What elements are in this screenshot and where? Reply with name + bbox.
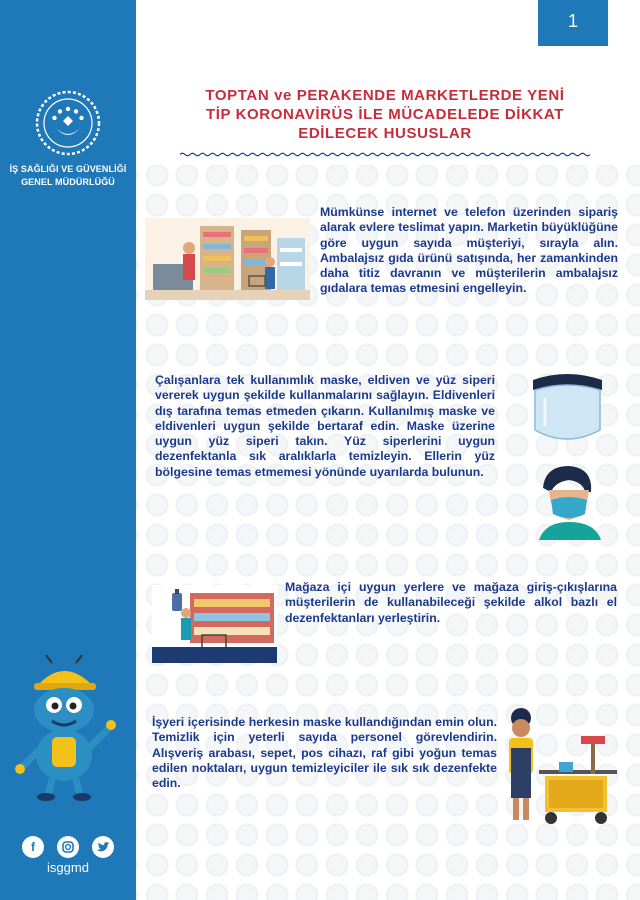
title-line1: TOPTAN ve PERAKENDE MARKETLERDE YENİ bbox=[205, 87, 565, 104]
title-line2: TİP KORONAVİRÜS İLE MÜCADELEDE DİKKAT bbox=[205, 106, 565, 123]
title-underline-divider bbox=[180, 152, 590, 157]
social-handle: isggmd bbox=[47, 860, 89, 875]
store-sanitizer-illustration bbox=[152, 585, 277, 663]
twitter-icon[interactable] bbox=[92, 836, 114, 858]
paragraph-ppe: Çalışanlara tek kullanımlık maske, eldiven ve yüz siperi vererek uygun şekilde kullanmalarını sağlayın. Eldivenleri dış tarafına temas etmeden çıkarın. Kullanılmış maske ve eldivenleri uygun şekilde bertaraf edin. Maske üzerine uygun yüz siperi takın. Yüz siperlerini uygun dezenfektanla sık aralıklarla temizleyin. Ellerin yüz bölgesine temas etmemesi yönünde uyarılarda bulunun. bbox=[155, 373, 495, 479]
paragraph-delivery: Mümkünse internet ve telefon üzerinden sipariş alarak evlere teslimat yapın. Marketin büyüklüğüne göre uygun sayıda müşteriyi, sırayla alın. Ambalajsız gıda ürünü satışında, her zamankinden daha titiz davranın ve müşterilerin ambalajsız gıdalara temas etmesini engelleyin. bbox=[320, 205, 618, 296]
cleaner-with-cart-illustration bbox=[495, 700, 630, 838]
paragraph-sanitizer: Mağaza içi uygun yerlere ve mağaza giriş-çıkışlarına müşterilerin de kullanabileceği şekilde alkol bazlı el dezenfektanları yerleştirin. bbox=[285, 580, 617, 625]
face-shield-icon bbox=[525, 368, 610, 446]
org-emblem-icon bbox=[33, 88, 103, 158]
supermarket-illustration bbox=[145, 218, 310, 300]
page-number: 1 bbox=[538, 0, 608, 46]
org-logo-block bbox=[0, 88, 136, 188]
page-title bbox=[150, 86, 620, 143]
title-line3: EDİLECEK HUSUSLAR bbox=[298, 125, 472, 142]
paragraph-cleaning: İşyeri içerisinde herkesin maske kullandığından emin olun. Temizlik için yeterli sayıda personel görevlendirin. Alışveriş arabası, sepet, pos cihazı, raf gibi yoğun temas edilen noktaları, uygun temizleyiciler ile sık sık dezenfekte edin. bbox=[152, 715, 497, 791]
mascot-illustration bbox=[12, 655, 116, 803]
masked-person-icon bbox=[525, 458, 610, 540]
social-icons bbox=[22, 836, 114, 858]
org-name-line2: GENEL MÜDÜRLÜĞÜ bbox=[21, 177, 115, 187]
org-name-line1: İŞ SAĞLIĞI VE GÜVENLİĞİ bbox=[9, 164, 127, 174]
facebook-icon[interactable]: f bbox=[22, 836, 44, 858]
instagram-icon[interactable] bbox=[57, 836, 79, 858]
sidebar bbox=[0, 0, 136, 900]
